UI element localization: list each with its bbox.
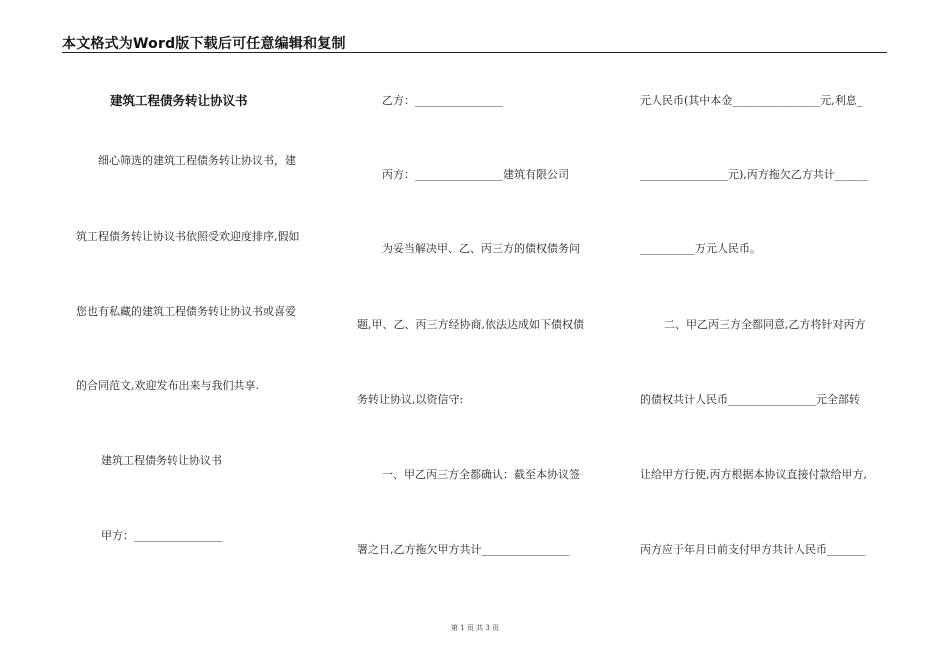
clause-two-line: 的债权共计人民币________________元全部转 bbox=[640, 393, 860, 406]
right-paragraph-line: 元人民币(其中本金________________元,利息_ bbox=[640, 94, 863, 107]
left-paragraph-line: 细心筛选的建筑工程债务转让协议书，建 bbox=[98, 154, 296, 167]
left-paragraph-line: 筑工程债务转让协议书依照受欢迎度排序,假如 bbox=[76, 230, 300, 243]
subtitle: 建筑工程债务转让协议书 bbox=[101, 454, 222, 467]
clause-two-line: 丙方应于年月日前支付甲方共计人民币_______ bbox=[640, 543, 866, 556]
clause-one-line: 一、甲乙丙三方全都确认：截至本协议签 bbox=[382, 468, 580, 481]
middle-paragraph-line: 为妥当解决甲、乙、丙三方的债权债务问 bbox=[382, 242, 580, 255]
header-divider bbox=[62, 52, 887, 53]
page-number: 第 1 页 共 3 页 bbox=[450, 624, 500, 632]
clause-one-line: 署之日,乙方拖欠甲方共计________________ bbox=[357, 543, 570, 556]
party-a-field: 甲方：________________ bbox=[101, 529, 222, 542]
left-paragraph-line: 您也有私藏的建筑工程债务转让协议书或喜爱 bbox=[76, 305, 296, 318]
left-paragraph-line: 的合同范文,欢迎发布出来与我们共享. bbox=[76, 379, 259, 392]
right-paragraph-line: ________________元),丙方拖欠乙方共计______ bbox=[640, 168, 868, 181]
party-b-field: 乙方：________________ bbox=[382, 94, 503, 107]
party-c-field: 丙方：________________建筑有限公司 bbox=[382, 168, 569, 181]
middle-paragraph-line: 务转让协议,以资信守: bbox=[357, 393, 464, 406]
document-header: 本文格式为Word版下载后可任意编辑和复制 bbox=[62, 36, 346, 52]
document-title: 建筑工程债务转让协议书 bbox=[110, 93, 248, 108]
clause-two-line: 让给甲方行使,丙方根据本协议直接付款给甲方, bbox=[640, 468, 867, 481]
middle-paragraph-line: 题,甲、乙、丙三方经协商,依法达成如下债权债 bbox=[357, 318, 584, 331]
right-paragraph-line: __________万元人民币。 bbox=[640, 242, 761, 255]
clause-two-line: 二、甲乙丙三方全都同意,乙方将针对丙方 bbox=[664, 318, 866, 331]
